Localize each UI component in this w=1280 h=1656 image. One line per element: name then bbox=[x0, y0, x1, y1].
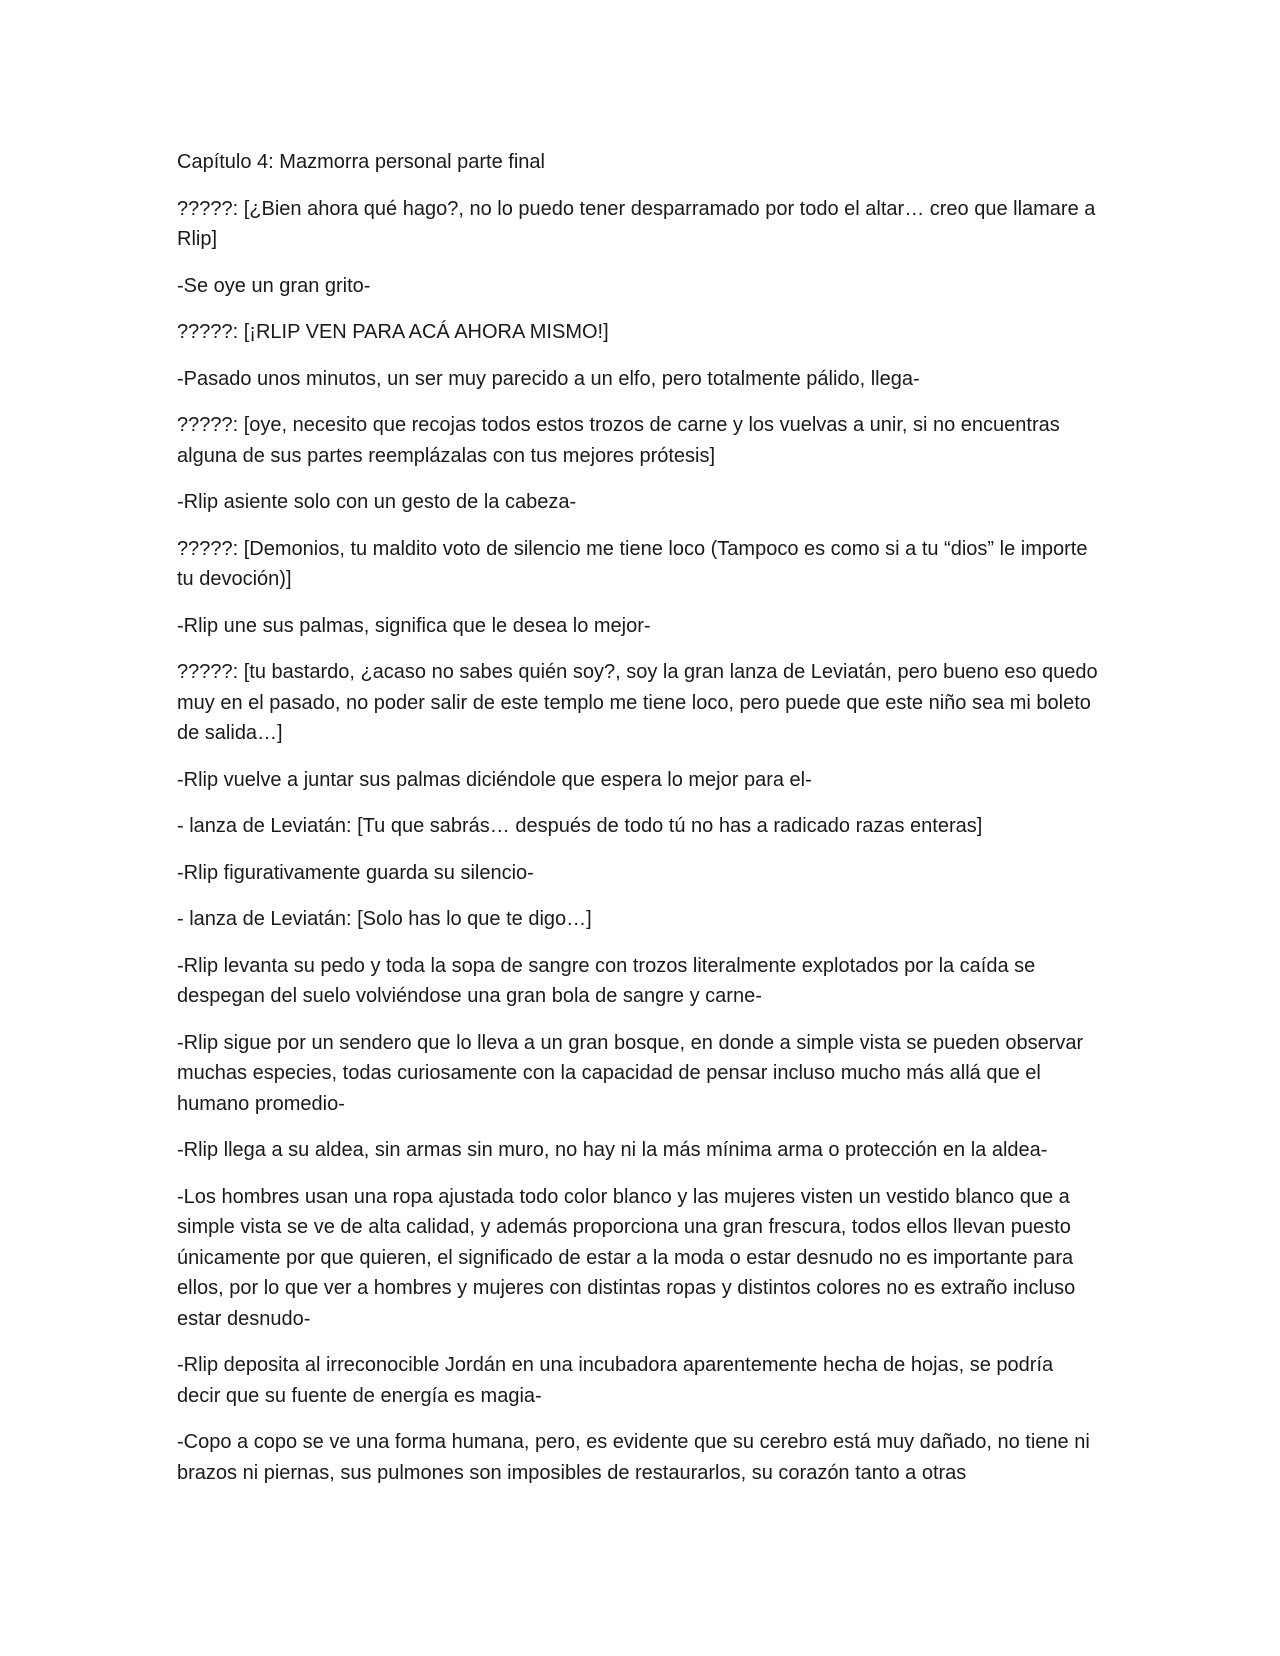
paragraph: -Los hombres usan una ropa ajustada todo color blanco y las mujeres visten un vestido blanco que a simple vista se ve de alta calidad, y además proporciona una gran frescura, todos ellos llevan puesto únicamente por que quieren, el significado de estar a la moda o estar desnudo no es importante para ellos, por lo que ver a hombres y mujeres con distintas ropas y distintos colores no es extraño incluso estar desnudo- bbox=[177, 1185, 1076, 1330]
paragraph: ?????: [¡RLIP VEN PARA ACÁ AHORA MISMO!] bbox=[177, 321, 609, 343]
paragraph: ?????: [oye, necesito que recojas todos estos trozos de carne y los vuelvas a unir, si no encuentras alguna de sus partes reemplázalas con tus mejores prótesis] bbox=[177, 414, 1060, 467]
paragraph: ?????: [tu bastardo, ¿acaso no sabes quién soy?, soy la gran lanza de Leviatán, pero bueno eso quedo muy en el pasado, no poder salir de este templo me tiene loco, pero puede que este niño sea mi boleto de salida…] bbox=[177, 661, 1098, 744]
paragraph: -Rlip asiente solo con un gesto de la cabeza- bbox=[177, 491, 577, 513]
paragraph: - lanza de Leviatán: [Tu que sabrás… después de todo tú no has a radicado razas enteras] bbox=[177, 815, 983, 837]
paragraph: -Rlip levanta su pedo y toda la sopa de sangre con trozos literalmente explotados por la caída se despegan del suelo volviéndose una gran bola de sangre y carne- bbox=[177, 954, 1036, 1007]
paragraph: -Se oye un gran grito- bbox=[177, 274, 371, 297]
document-body bbox=[177, 147, 1102, 1504]
paragraph: -Rlip vuelve a juntar sus palmas diciéndole que espera lo mejor para el- bbox=[177, 768, 812, 791]
paragraph: -Rlip une sus palmas, significa que le desea lo mejor- bbox=[177, 614, 651, 637]
paragraph: ?????: [Demonios, tu maldito voto de silencio me tiene loco (Tampoco es como si a tu “dios” le importe tu devoción)] bbox=[177, 537, 1088, 590]
paragraph: ?????: [¿Bien ahora qué hago?, no lo puedo tener desparramado por todo el altar… creo que llamare a Rlip] bbox=[177, 197, 1096, 250]
paragraph: -Pasado unos minutos, un ser muy parecido a un elfo, pero totalmente pálido, llega- bbox=[177, 367, 920, 390]
paragraph: -Rlip figurativamente guarda su silencio- bbox=[177, 861, 534, 884]
chapter-title: Capítulo 4: Mazmorra personal parte final bbox=[177, 151, 545, 173]
paragraph: -Rlip sigue por un sendero que lo lleva a un gran bosque, en donde a simple vista se pueden observar muchas especies, todas curiosamente con la capacidad de pensar incluso mucho más allá que el humano promedio- bbox=[177, 1031, 1084, 1115]
paragraph: -Rlip deposita al irreconocible Jordán en una incubadora aparentemente hecha de hojas, se podría decir que su fuente de energía es magia- bbox=[177, 1354, 1054, 1407]
paragraph: -Copo a copo se ve una forma humana, pero, es evidente que su cerebro está muy dañado, no tiene ni brazos ni piernas, sus pulmones son imposibles de restaurarlos, su corazón tanto a otras bbox=[177, 1431, 1090, 1484]
paragraph: - lanza de Leviatán: [Solo has lo que te digo…] bbox=[177, 908, 592, 930]
paragraph: -Rlip llega a su aldea, sin armas sin muro, no hay ni la más mínima arma o protección en la aldea- bbox=[177, 1139, 1048, 1161]
